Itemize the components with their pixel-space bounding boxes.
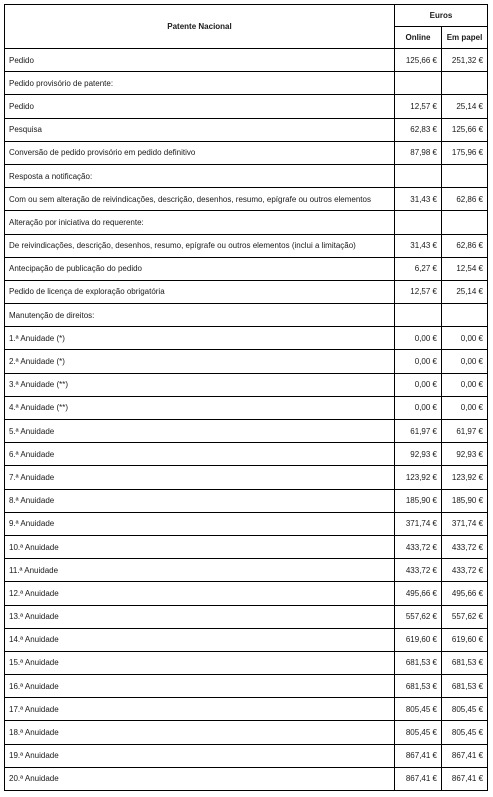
table-row bbox=[5, 396, 488, 419]
table-row bbox=[5, 49, 488, 72]
table-row bbox=[5, 257, 488, 280]
table-body bbox=[5, 49, 488, 791]
row-online-value: 557,62 € bbox=[395, 605, 442, 628]
row-online-value bbox=[395, 211, 442, 234]
table-header bbox=[5, 5, 488, 49]
row-online-value: 495,66 € bbox=[395, 582, 442, 605]
row-paper-value: 0,00 € bbox=[442, 373, 488, 396]
row-online-value: 92,93 € bbox=[395, 443, 442, 466]
row-paper-value: 433,72 € bbox=[442, 559, 488, 582]
table-row bbox=[5, 721, 488, 744]
row-online-value: 12,57 € bbox=[395, 95, 442, 118]
row-online-value: 681,53 € bbox=[395, 675, 442, 698]
table-row bbox=[5, 651, 488, 674]
row-paper-value: 867,41 € bbox=[442, 767, 488, 790]
row-label: 5.ª Anuidade bbox=[5, 420, 395, 443]
row-label: Pedido bbox=[5, 49, 395, 72]
row-paper-value: 62,86 € bbox=[442, 234, 488, 257]
table-row bbox=[5, 234, 488, 257]
row-paper-value: 62,86 € bbox=[442, 188, 488, 211]
row-label: 7.ª Anuidade bbox=[5, 466, 395, 489]
table-row bbox=[5, 535, 488, 558]
row-paper-value: 371,74 € bbox=[442, 512, 488, 535]
row-label: Conversão de pedido provisório em pedido definitivo bbox=[5, 141, 395, 164]
row-online-value: 805,45 € bbox=[395, 721, 442, 744]
row-label: Pedido de licença de exploração obrigatória bbox=[5, 280, 395, 303]
table-row bbox=[5, 373, 488, 396]
row-online-value: 0,00 € bbox=[395, 373, 442, 396]
row-online-value: 87,98 € bbox=[395, 141, 442, 164]
row-online-value: 185,90 € bbox=[395, 489, 442, 512]
row-online-value: 31,43 € bbox=[395, 234, 442, 257]
row-paper-value bbox=[442, 211, 488, 234]
row-online-value bbox=[395, 72, 442, 95]
table-row bbox=[5, 304, 488, 327]
row-online-value: 371,74 € bbox=[395, 512, 442, 535]
table-row bbox=[5, 327, 488, 350]
row-label: Pedido bbox=[5, 95, 395, 118]
row-label: 14.ª Anuidade bbox=[5, 628, 395, 651]
row-online-value: 62,83 € bbox=[395, 118, 442, 141]
row-paper-value: 681,53 € bbox=[442, 651, 488, 674]
row-online-value: 125,66 € bbox=[395, 49, 442, 72]
row-label: 6.ª Anuidade bbox=[5, 443, 395, 466]
row-label: Com ou sem alteração de reivindicações, descrição, desenhos, resumo, epígrafe ou outros elementos bbox=[5, 188, 395, 211]
row-label: De reivindicações, descrição, desenhos, resumo, epígrafe ou outros elementos (inclui a limitação) bbox=[5, 234, 395, 257]
row-label: 1.ª Anuidade (*) bbox=[5, 327, 395, 350]
row-online-value: 61,97 € bbox=[395, 420, 442, 443]
header-title: Patente Nacional bbox=[5, 5, 395, 49]
header-group: Euros bbox=[395, 5, 488, 27]
row-online-value: 12,57 € bbox=[395, 280, 442, 303]
row-label: 2.ª Anuidade (*) bbox=[5, 350, 395, 373]
row-label: 13.ª Anuidade bbox=[5, 605, 395, 628]
row-paper-value: 805,45 € bbox=[442, 721, 488, 744]
table-row bbox=[5, 443, 488, 466]
row-label: 10.ª Anuidade bbox=[5, 535, 395, 558]
row-label: Pedido provisório de patente: bbox=[5, 72, 395, 95]
row-paper-value: 185,90 € bbox=[442, 489, 488, 512]
table-row bbox=[5, 141, 488, 164]
row-online-value: 433,72 € bbox=[395, 535, 442, 558]
row-label: Resposta a notificação: bbox=[5, 164, 395, 187]
row-online-value: 867,41 € bbox=[395, 744, 442, 767]
row-label: 20.ª Anuidade bbox=[5, 767, 395, 790]
table-row bbox=[5, 559, 488, 582]
row-online-value: 681,53 € bbox=[395, 651, 442, 674]
row-online-value: 6,27 € bbox=[395, 257, 442, 280]
row-label: 15.ª Anuidade bbox=[5, 651, 395, 674]
table-row bbox=[5, 628, 488, 651]
row-label: 9.ª Anuidade bbox=[5, 512, 395, 535]
row-paper-value: 0,00 € bbox=[442, 327, 488, 350]
header-online: Online bbox=[395, 27, 442, 49]
row-paper-value: 92,93 € bbox=[442, 443, 488, 466]
table-row bbox=[5, 512, 488, 535]
row-paper-value: 0,00 € bbox=[442, 350, 488, 373]
row-paper-value: 25,14 € bbox=[442, 95, 488, 118]
row-online-value: 0,00 € bbox=[395, 327, 442, 350]
row-online-value bbox=[395, 304, 442, 327]
row-label: 16.ª Anuidade bbox=[5, 675, 395, 698]
row-paper-value: 681,53 € bbox=[442, 675, 488, 698]
row-online-value: 867,41 € bbox=[395, 767, 442, 790]
table-row bbox=[5, 350, 488, 373]
row-label: Manutenção de direitos: bbox=[5, 304, 395, 327]
row-paper-value: 251,32 € bbox=[442, 49, 488, 72]
row-paper-value: 123,92 € bbox=[442, 466, 488, 489]
row-label: 18.ª Anuidade bbox=[5, 721, 395, 744]
row-label: 11.ª Anuidade bbox=[5, 559, 395, 582]
row-online-value: 0,00 € bbox=[395, 350, 442, 373]
row-online-value: 0,00 € bbox=[395, 396, 442, 419]
row-paper-value bbox=[442, 304, 488, 327]
row-label: 3.ª Anuidade (**) bbox=[5, 373, 395, 396]
row-paper-value: 175,96 € bbox=[442, 141, 488, 164]
row-online-value: 619,60 € bbox=[395, 628, 442, 651]
row-label: 8.ª Anuidade bbox=[5, 489, 395, 512]
row-online-value: 123,92 € bbox=[395, 466, 442, 489]
row-paper-value: 867,41 € bbox=[442, 744, 488, 767]
table-row bbox=[5, 164, 488, 187]
row-label: 17.ª Anuidade bbox=[5, 698, 395, 721]
row-paper-value: 25,14 € bbox=[442, 280, 488, 303]
row-label: Alteração por iniciativa do requerente: bbox=[5, 211, 395, 234]
header-paper: Em papel bbox=[442, 27, 488, 49]
table-row bbox=[5, 95, 488, 118]
row-label: Antecipação de publicação do pedido bbox=[5, 257, 395, 280]
row-paper-value: 495,66 € bbox=[442, 582, 488, 605]
fees-table bbox=[4, 4, 488, 791]
row-label: 19.ª Anuidade bbox=[5, 744, 395, 767]
row-paper-value: 0,00 € bbox=[442, 396, 488, 419]
row-online-value: 805,45 € bbox=[395, 698, 442, 721]
row-paper-value: 619,60 € bbox=[442, 628, 488, 651]
table-row bbox=[5, 698, 488, 721]
row-paper-value: 805,45 € bbox=[442, 698, 488, 721]
table-row bbox=[5, 582, 488, 605]
table-row bbox=[5, 605, 488, 628]
row-paper-value: 125,66 € bbox=[442, 118, 488, 141]
row-paper-value bbox=[442, 164, 488, 187]
table-row bbox=[5, 466, 488, 489]
table-row bbox=[5, 211, 488, 234]
table-row bbox=[5, 675, 488, 698]
row-online-value bbox=[395, 164, 442, 187]
row-online-value: 433,72 € bbox=[395, 559, 442, 582]
row-paper-value: 433,72 € bbox=[442, 535, 488, 558]
table-row bbox=[5, 118, 488, 141]
row-paper-value: 557,62 € bbox=[442, 605, 488, 628]
table-row bbox=[5, 188, 488, 211]
table-row bbox=[5, 744, 488, 767]
table-row bbox=[5, 489, 488, 512]
row-paper-value bbox=[442, 72, 488, 95]
row-label: 12.ª Anuidade bbox=[5, 582, 395, 605]
table-row bbox=[5, 72, 488, 95]
row-paper-value: 61,97 € bbox=[442, 420, 488, 443]
row-paper-value: 12,54 € bbox=[442, 257, 488, 280]
row-online-value: 31,43 € bbox=[395, 188, 442, 211]
row-label: 4.ª Anuidade (**) bbox=[5, 396, 395, 419]
table-row bbox=[5, 420, 488, 443]
table-row bbox=[5, 280, 488, 303]
table-row bbox=[5, 767, 488, 790]
row-label: Pesquisa bbox=[5, 118, 395, 141]
